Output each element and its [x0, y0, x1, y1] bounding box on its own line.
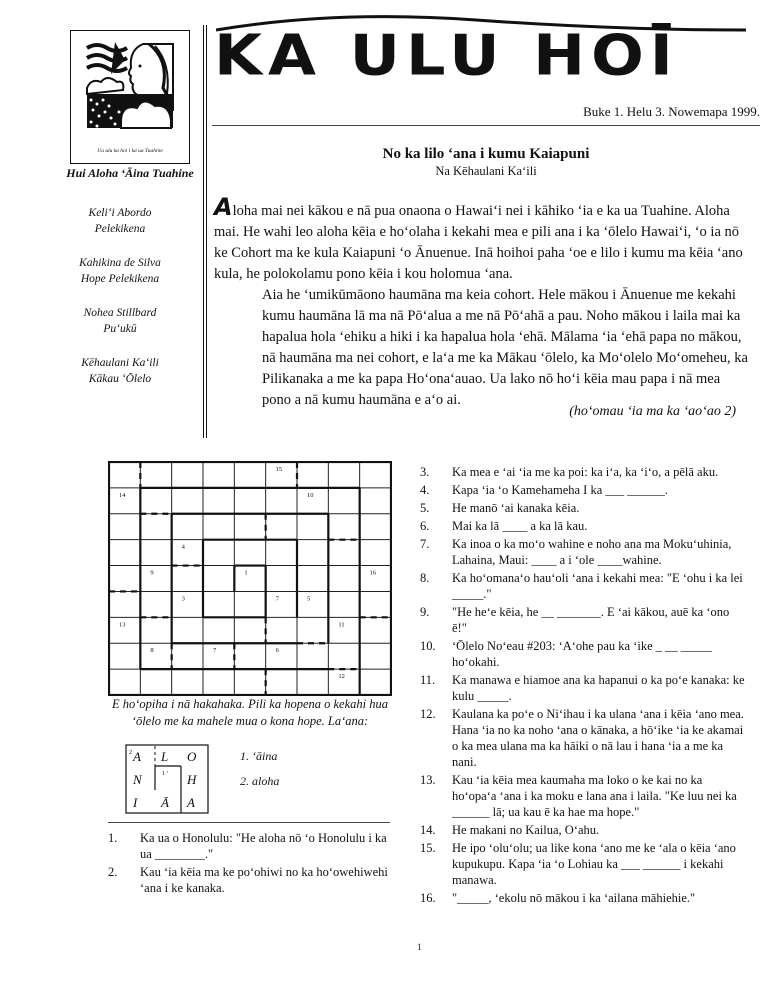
grid-clue-number: 1 — [244, 569, 248, 577]
clue-list-right — [420, 464, 745, 908]
article-paragraph: Aloha mai nei kākou e nā pua onaona o Hawaiʻi nei i kāhiko ʻia e ka ua Tuahine. Aloha mai. He wahi leo aloha kēia e hoʻolaha i kekahi mea e pili ana i ka ʻōlelo Hawaiʻi, ʻo ia nō ke Cohort ma ke kula Kaiapuni ʻo Ānuenue. Inā hoihoi paha ʻoe e lilo i kumu ma kēia ʻano kula, he polokolamu pono kēia i kou holomua ʻana. — [214, 193, 743, 282]
example-letter: A — [133, 749, 141, 764]
clue-text: "_____, ʻekolu nō mākou i ka ʻailana māhiehie." — [452, 891, 696, 905]
column-divider — [203, 25, 204, 438]
grid-clue-number: 3 — [181, 595, 185, 603]
article-title: No ka lilo ʻana i kumu Kaiapuni — [382, 146, 590, 162]
clue-item — [108, 864, 398, 896]
column-divider — [206, 25, 207, 438]
officer-role: Kākau ʻŌlelo — [88, 373, 152, 385]
clue-number: 10. — [420, 639, 436, 653]
grid-clue-number: 12 — [338, 673, 345, 681]
grid-clue-number: 5 — [307, 595, 311, 603]
clue-text: He ipo ʻoluʻolu; ua like kona ʻano me ke ʻala o kēia ʻano kupukupu. Kapa ʻia ʻo Lohiau ka ___ ______ i kekahi manawa. — [452, 841, 736, 887]
organization-name: Hui Aloha ʻĀina Tuahine — [66, 166, 194, 180]
clue-number: 5. — [420, 501, 430, 515]
example-answers — [240, 744, 279, 794]
example-answer: 1. ʻāina — [240, 749, 278, 763]
clue-number: 1. — [108, 831, 118, 845]
clue-number: 11. — [420, 673, 436, 687]
officer-entry — [50, 305, 190, 337]
clues-rule — [108, 822, 390, 823]
page-number: 1 — [417, 942, 422, 952]
example-letter: O — [187, 749, 197, 764]
clue-item — [420, 638, 745, 670]
article-paragraph: Aia he ʻumikūmāono haumāna ma keia cohort. Hele mākou i Ānuenue me kekahi kumu haumāna lā ma nā Pōʻalua a me nā Pōʻahā a pau. Noho mākou i laila mai ka hapalua hola ʻehiku a hiki i ka hapalua hola ʻehā. Mālama ʻia ʻehā papa no mākou, nā haumāna ma nei cohort, e laʻa me ka Mākau ʻōlelo, ka Moʻolelo Moʻomeheu, ka Pilikanaka a me ka papa Hoʻonaʻauao. Ua lako nō hoʻi kēia mau papa i nā mea pono a nā kumu haumāna e aʻo ai. — [262, 287, 748, 408]
clue-text: Kau ʻia kēia ma ke poʻohiwi no ka hoʻowehiwehi ʻana i ke kanaka. — [140, 865, 388, 895]
officer-name: Kahikina de Silva — [79, 257, 161, 269]
clue-item — [420, 822, 745, 838]
clue-number: 9. — [420, 605, 430, 619]
clue-number: 3. — [420, 465, 430, 479]
grid-clue-number: 11 — [338, 621, 345, 629]
crossword-instructions: E hoʻopiha i nā hakahaka. Pili ka hopena o kekahi hua ʻōlelo me ka mahele mua o kona hope. Laʻana: — [112, 697, 388, 728]
clue-number: 8. — [420, 571, 430, 585]
example-letter: H — [187, 772, 197, 787]
officer-role: Hope Pelekikena — [80, 273, 160, 285]
clue-number: 2. — [108, 865, 118, 879]
example-letter: L — [161, 749, 169, 764]
clue-number: 6. — [420, 519, 430, 533]
clue-text: Ka inoa o ka moʻo wahine e noho ana ma Mokuʻuhinia, Lahaina, Maui: ____ a i ʻole ____wahine. — [452, 537, 732, 567]
header-rule — [212, 125, 760, 126]
clue-text: ʻŌlelo Noʻeau #203: ʻAʻohe pau ka ʻike _ __ _____ hoʻokahi. — [452, 639, 712, 669]
clue-number: 13. — [420, 773, 436, 787]
clue-number: 12. — [420, 707, 436, 721]
officer-entry — [50, 355, 190, 387]
clue-item — [420, 772, 745, 820]
svg-text:1 ʻ: 1 ʻ — [162, 771, 169, 777]
clue-number: 7. — [420, 537, 430, 551]
clue-text: Kaulana ka poʻe o Niʻihau i ka ulana ʻana i kēia ʻano mea. Hana ʻia no ka noho ʻana o kānaka, a hōʻike ʻia ke akamai o ka mea ulana ma ka hāiki o nā lau i hana ʻia a me ka nani. — [452, 707, 744, 769]
grid-clue-number: 13 — [119, 621, 126, 629]
clue-text: Ka ua o Honolulu: "He aloha nō ʻo Honolulu i ka ua ________." — [140, 831, 387, 861]
continued-note: (hoʻomau ʻia ma ka ʻaoʻao 2) — [569, 404, 736, 419]
grid-clue-number: 15 — [275, 466, 283, 473]
clue-text: Ka mea e ʻai ʻia me ka poi: ka iʻa, ka ʻiʻo, a pēlā aku. — [452, 465, 719, 479]
clue-number: 4. — [420, 483, 430, 497]
issue-info: Buke 1. Helu 3. Nowemapa 1999. — [583, 104, 760, 119]
officer-role: Pelekikena — [94, 223, 146, 235]
officer-entry — [50, 255, 190, 287]
clue-text: Kapa ʻia ʻo Kamehameha I ka ___ ______. — [452, 483, 668, 497]
officer-name: Kēhaulani Kaʻili — [81, 357, 159, 369]
grid-clue-number: 10 — [307, 491, 314, 499]
officers-list — [50, 205, 190, 405]
logo-caption: Ua ulu ka hoi i ka ua Tuahine — [97, 148, 163, 154]
clue-text: Ka hoʻomanaʻo hauʻoli ʻana i kekahi mea: "E ʻohu i ka lei _____." — [452, 571, 743, 601]
clue-item — [420, 536, 745, 568]
clue-text: "He heʻe kēia, he __ _______. E ʻai kākou, auē ka ʻono ē!" — [452, 605, 730, 635]
grid-clue-number: 7 — [275, 595, 279, 603]
clue-item — [420, 464, 745, 480]
grid-clue-number: 16 — [369, 569, 377, 577]
clue-item — [420, 518, 745, 534]
clue-item — [420, 706, 745, 770]
drop-cap: A — [214, 193, 233, 221]
example-letter: N — [133, 772, 142, 787]
tuahine-logo-icon — [85, 40, 175, 146]
clue-number: 16. — [420, 891, 436, 905]
clue-item — [420, 890, 745, 906]
article-body — [214, 193, 750, 411]
clue-item — [420, 672, 745, 704]
grid-clue-number: 7 — [213, 647, 217, 655]
clue-number: 14. — [420, 823, 436, 837]
example-letter: I — [133, 795, 138, 810]
officer-name: Nohea Stillbard — [83, 307, 157, 319]
example-letter: Ā — [161, 795, 169, 810]
grid-clue-number: 14 — [119, 491, 126, 499]
newsletter-title: KA ULU HOĪ — [214, 22, 679, 88]
article-byline: Na Kēhaulani Kaʻili — [435, 164, 537, 178]
clue-item — [420, 482, 745, 498]
clue-item — [108, 830, 398, 862]
svg-text:2: 2 — [129, 750, 132, 756]
clue-text: He makani no Kailua, Oʻahu. — [452, 823, 600, 837]
clue-list-left — [108, 830, 398, 898]
officer-role: Puʻukū — [103, 323, 137, 335]
grid-clue-number: 6 — [275, 647, 279, 655]
officer-entry — [50, 205, 190, 237]
clue-text: Mai ka lā ____ a ka lā kau. — [452, 519, 588, 533]
clue-item — [420, 840, 745, 888]
clue-text: Ka manawa e hiamoe ana ka hapanui o ka poʻe kanaka: ke kulu _____. — [452, 673, 745, 703]
crossword-grid[interactable] — [108, 461, 392, 696]
clue-item — [420, 570, 745, 602]
example-grid — [125, 744, 209, 814]
clue-text: Kau ʻia kēia mea kaumaha ma loko o ke kai no ka hoʻopaʻa ʻana i ka moku e lana ana i laila. "Ke luu nei ka ______ lā; ua kau ē ka hae ma hope." — [452, 773, 737, 819]
clue-item — [420, 500, 745, 516]
grid-clue-number: 8 — [150, 647, 154, 655]
clue-number: 15. — [420, 841, 436, 855]
officer-name: Keliʻi Abordo — [88, 207, 152, 219]
clue-text: He manō ʻai kanaka kēia. — [452, 501, 580, 515]
example-answer: 2. aloha — [240, 774, 280, 788]
example-letter: A — [187, 795, 195, 810]
grid-clue-number: 9 — [150, 569, 154, 577]
grid-clue-number: 4 — [181, 543, 185, 551]
clue-item — [420, 604, 745, 636]
